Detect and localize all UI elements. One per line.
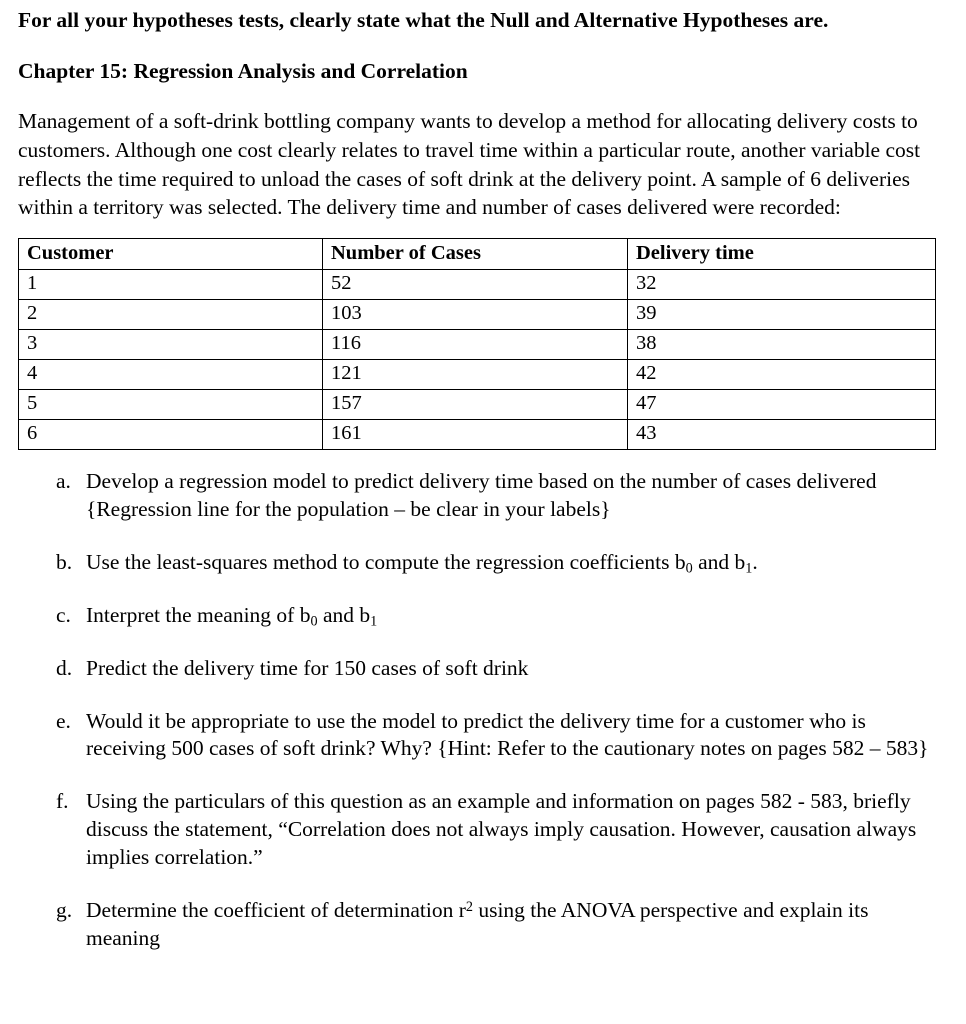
question-b-part1: Use the least-squares method to compute the regression coefficients b — [86, 549, 686, 574]
cell-cases: 121 — [323, 359, 628, 389]
question-item-a — [18, 468, 938, 524]
question-c-part2: and b — [317, 602, 371, 627]
cell-customer: 5 — [19, 389, 323, 419]
table-row — [19, 389, 936, 419]
question-marker-b: b. — [56, 549, 73, 574]
question-marker-f: f. — [56, 789, 69, 814]
delivery-data-table — [18, 238, 936, 450]
question-text-g — [86, 897, 938, 953]
question-b-part2: and b — [692, 549, 746, 574]
question-item-b — [18, 549, 938, 577]
cell-customer: 6 — [19, 419, 323, 449]
cell-delivery-time: 39 — [628, 299, 936, 329]
question-c-subscript-1: 1 — [370, 612, 378, 629]
table-header-row — [19, 238, 936, 269]
cell-customer: 1 — [19, 269, 323, 299]
spacer-after-chapter — [18, 83, 938, 107]
question-marker-c: c. — [56, 602, 71, 627]
column-header-number-of-cases: Number of Cases — [323, 238, 628, 269]
question-text-b — [86, 549, 938, 577]
question-list — [18, 468, 938, 953]
question-b-subscript-0: 0 — [685, 559, 693, 576]
cell-cases: 157 — [323, 389, 628, 419]
table-row — [19, 359, 936, 389]
cell-delivery-time: 42 — [628, 359, 936, 389]
cell-delivery-time: 32 — [628, 269, 936, 299]
question-marker-g: g. — [56, 898, 73, 923]
question-item-f — [18, 788, 938, 872]
table-row — [19, 329, 936, 359]
table-header — [19, 238, 936, 269]
question-item-e — [18, 708, 938, 764]
question-marker-a: a. — [56, 468, 71, 493]
cell-delivery-time: 47 — [628, 389, 936, 419]
question-text-d: Predict the delivery time for 150 cases of soft drink — [86, 655, 529, 680]
question-item-d — [18, 655, 938, 683]
question-b-part3: . — [752, 549, 758, 574]
cell-cases: 52 — [323, 269, 628, 299]
table-row — [19, 419, 936, 449]
question-text-c — [86, 602, 938, 630]
question-text-e: Would it be appropriate to use the model to predict the delivery time for a customer who is receiving 500 cases of soft drink? Why? {Hint: Refer to the cautionary notes on pages 582 – 583} — [86, 708, 929, 761]
cell-customer: 4 — [19, 359, 323, 389]
table-row — [19, 269, 936, 299]
table-body — [19, 269, 936, 449]
cell-customer: 2 — [19, 299, 323, 329]
cell-cases: 161 — [323, 419, 628, 449]
question-marker-d: d. — [56, 655, 73, 680]
question-b-subscript-1: 1 — [745, 559, 753, 576]
question-item-g — [18, 897, 938, 953]
question-g-superscript-2: 2 — [465, 899, 473, 916]
cell-cases: 103 — [323, 299, 628, 329]
question-marker-e: e. — [56, 708, 71, 733]
question-c-subscript-0: 0 — [310, 612, 318, 629]
question-g-part1: Determine the coefficient of determination r — [86, 898, 466, 923]
question-c-part1: Interpret the meaning of b — [86, 602, 311, 627]
intro-paragraph: Management of a soft-drink bottling company wants to develop a method for allocating delivery costs to customers. Although one cost clearly relates to travel time within a particular route, another variable cost reflects the time required to unload the cases of soft drink at the delivery point. A sample of 6 deliveries within a territory was selected. The delivery time and number of cases delivered were recorded: — [18, 109, 921, 220]
cell-delivery-time: 38 — [628, 329, 936, 359]
spacer-after-instruction — [18, 33, 938, 59]
instruction-heading: For all your hypotheses tests, clearly state what the Null and Alternative Hypotheses are. — [18, 8, 829, 32]
question-text-f: Using the particulars of this question as an example and information on pages 582 - 583, briefly discuss the statement, “Correlation does not always imply causation. However, causation always implies correlation.” — [86, 789, 917, 870]
cell-delivery-time: 43 — [628, 419, 936, 449]
table-row — [19, 299, 936, 329]
column-header-customer: Customer — [19, 238, 323, 269]
column-header-delivery-time: Delivery time — [628, 238, 936, 269]
chapter-heading: Chapter 15: Regression Analysis and Correlation — [18, 58, 468, 83]
question-item-c — [18, 602, 938, 630]
question-text-a: Develop a regression model to predict delivery time based on the number of cases delivered {Regression line for the population – be clear in your labels} — [86, 468, 877, 521]
question-g-part2: using the ANOVA perspective and explain its meaning — [86, 898, 869, 951]
cell-customer: 3 — [19, 329, 323, 359]
cell-cases: 116 — [323, 329, 628, 359]
